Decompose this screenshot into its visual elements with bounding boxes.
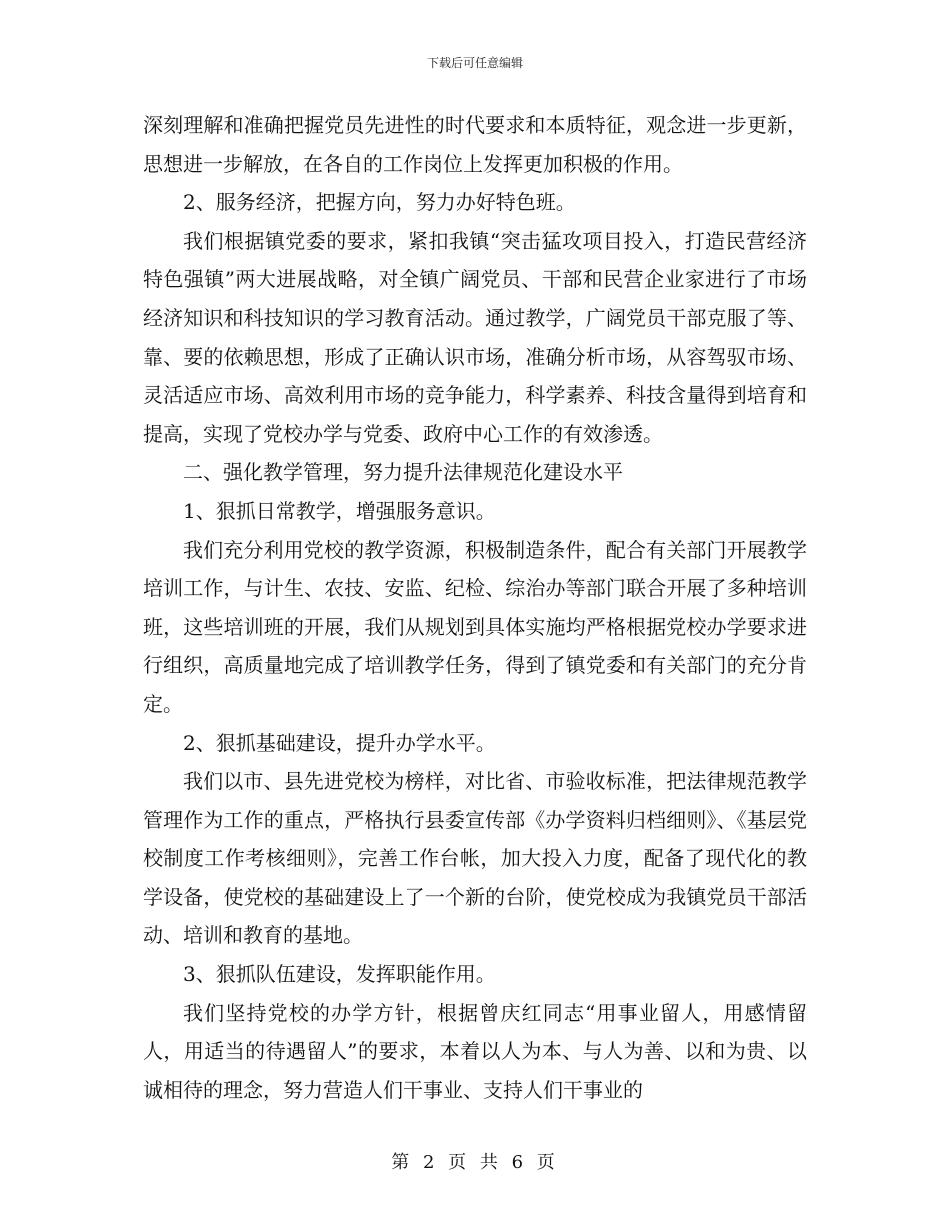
- page-footer: 第 2 页 共 6 页: [391, 1152, 559, 1173]
- section-subheading: 2、狠抓基础建设，提升办学水平。: [183, 730, 496, 755]
- page-header: 下载后可任意编辑: [426, 56, 523, 70]
- paragraph: 我们充分利用党校的教学资源，积极制造条件，配合有关部门开展教学培训工作，与计生、农技、安监、纪检、综治办等部门联合开展了多种培训班，这些培训班的开展，我们从规划到具体实施均严格根据党校办学要求进行组织，高质量地完成了培训教学任务，得到了镇党委和有关部门的充分肯定。: [143, 537, 807, 716]
- document-body: [143, 106, 807, 1109]
- section-subheading: 1、狠抓日常教学，增强服务意识。: [183, 498, 496, 523]
- paragraph-continuation: 深刻理解和准确把握党员先进性的时代要求和本质特征，观念进一步更新，思想进一步解放，在各自的工作岗位上发挥更加积极的作用。: [143, 113, 807, 176]
- paragraph: 我们以市、县先进党校为榜样，对比省、市验收标准，把法律规范教学管理作为工作的重点，严格执行县委宣传部《办学资料归档细则》、《基层党校制度工作考核细则》，完善工作台帐，加大投入力度，配备了现代化的教学设备，使党校的基础建设上了一个新的台阶，使党校成为我镇党员干部活动、培训和教育的基地。: [143, 769, 807, 948]
- section-subheading: 3、狠抓队伍建设，发挥职能作用。: [183, 962, 496, 987]
- paragraph: 我们坚持党校的办学方针，根据曾庆红同志“用事业留人，用感情留人，用适当的待遇留人”的要求，本着以人为本、与人为善、以和为贵、以诚相待的理念，努力营造人们干事业、支持人们干事业的: [143, 1000, 807, 1102]
- section-subheading: 2、服务经济，把握方向，努力办好特色班。: [183, 190, 576, 215]
- section-heading: 二、强化教学管理，努力提升法律规范化建设水平: [183, 460, 623, 485]
- paragraph: 我们根据镇党委的要求，紧扣我镇“突击猛攻项目投入，打造民营经济特色强镇”两大进展战略，对全镇广阔党员、干部和民营企业家进行了市场经济知识和科技知识的学习教育活动。通过教学，广阔党员干部克服了等、靠、要的依赖思想，形成了正确认识市场，准确分析市场，从容驾驭市场、灵活适应市场、高效利用市场的竞争能力，科学素养、科技含量得到培育和提高，实现了党校办学与党委、政府中心工作的有效渗透。: [143, 228, 807, 446]
